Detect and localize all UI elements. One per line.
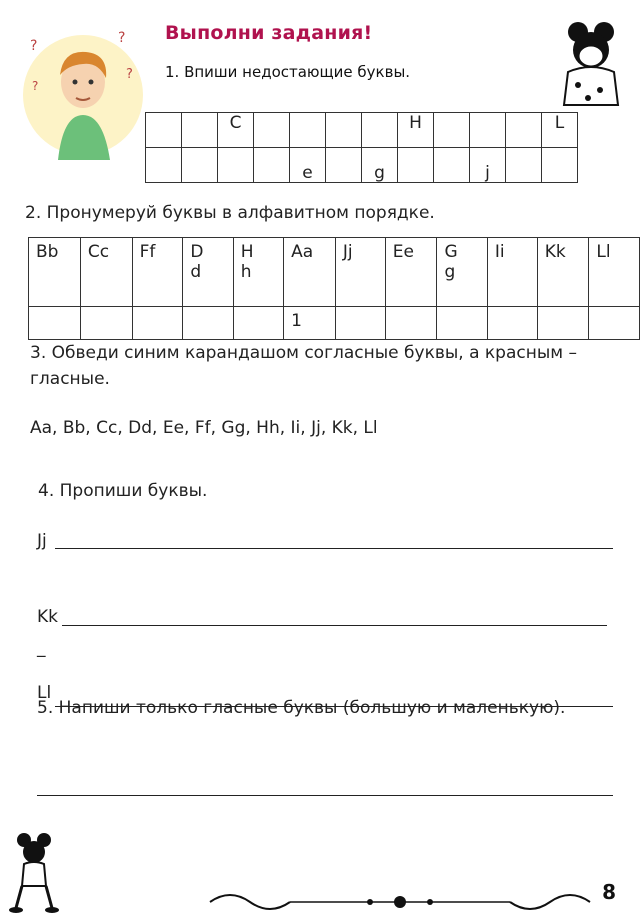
grid1-cell[interactable]	[254, 113, 290, 148]
grid1-cell[interactable]	[506, 113, 542, 148]
grid1-cell[interactable]	[434, 148, 470, 183]
grid1-cell[interactable]	[182, 148, 218, 183]
task4-label: 4. Пропиши буквы.	[38, 481, 208, 501]
grid1-cell[interactable]	[542, 148, 578, 183]
boy-illustration	[18, 20, 148, 160]
grid1-cell[interactable]: L	[542, 113, 578, 148]
writing-line[interactable]	[62, 625, 607, 626]
task3-label: 3. Обведи синим карандашом согласные буквы, а красным – гласные.	[30, 343, 578, 389]
letter-cell: Cc	[80, 238, 132, 307]
grid1-cell[interactable]	[290, 113, 326, 148]
number-cell[interactable]	[385, 307, 437, 340]
letter-cell: Bb	[29, 238, 81, 307]
grid1-cell[interactable]: H	[398, 113, 434, 148]
number-cell[interactable]	[80, 307, 132, 340]
letter-cell: Ee	[385, 238, 437, 307]
number-cell[interactable]	[29, 307, 81, 340]
svg-text:?: ?	[32, 79, 39, 93]
grid1-cell[interactable]	[506, 148, 542, 183]
letter-cell	[183, 238, 233, 307]
grid1-cell[interactable]	[326, 148, 362, 183]
letter-cell: Ii	[487, 238, 537, 307]
grid1-cell[interactable]	[434, 113, 470, 148]
svg-text:?: ?	[118, 30, 126, 46]
letter-lower: d	[190, 262, 202, 282]
letter-upper: D	[190, 242, 204, 262]
grid1-cell[interactable]	[182, 113, 218, 148]
grid1-cell[interactable]	[326, 113, 362, 148]
letter-lower: g	[444, 262, 456, 282]
writing-line-label: Kk	[37, 607, 58, 627]
number-cell[interactable]	[537, 307, 589, 340]
task2-label: 2. Пронумеруй буквы в алфавитном порядке.	[25, 203, 435, 223]
alphabet-order-grid	[28, 237, 640, 340]
writing-line-label: Jj	[37, 531, 47, 551]
number-cell[interactable]	[437, 307, 487, 340]
ornament-divider	[200, 882, 600, 916]
grid1-cell[interactable]: g	[362, 148, 398, 183]
svg-text:?: ?	[126, 67, 133, 82]
number-cell[interactable]	[335, 307, 385, 340]
page-number: 8	[602, 880, 616, 904]
letter-lower: h	[240, 262, 252, 282]
grid1-cell[interactable]: e	[290, 148, 326, 183]
mickey-dancing-illustration	[6, 830, 62, 914]
letter-cell: Kk	[537, 238, 589, 307]
number-cell[interactable]	[183, 307, 233, 340]
letter-cell	[437, 238, 487, 307]
page-title: Выполни задания!	[165, 22, 373, 44]
grid1-cell[interactable]	[362, 113, 398, 148]
missing-letters-grid	[145, 112, 578, 183]
grid1-cell[interactable]	[398, 148, 434, 183]
letter-cell: Ff	[132, 238, 183, 307]
number-cell[interactable]	[589, 307, 640, 340]
writing-line-dash: _	[37, 638, 46, 658]
letter-upper: G	[444, 242, 458, 262]
letter-cell: Aa	[284, 238, 336, 307]
number-cell[interactable]	[233, 307, 283, 340]
task5-label: 5. Напиши только гласные буквы (большую и маленькую).	[37, 698, 566, 718]
letter-cell: Ll	[589, 238, 640, 307]
grid1-cell[interactable]	[146, 148, 182, 183]
writing-line[interactable]	[55, 548, 613, 549]
number-cell[interactable]	[132, 307, 183, 340]
grid1-cell[interactable]: C	[218, 113, 254, 148]
mickey-minnie-illustration	[548, 10, 634, 110]
task1-label: 1. Впиши недостающие буквы.	[165, 63, 411, 81]
grid1-cell[interactable]	[146, 113, 182, 148]
grid1-cell[interactable]: j	[470, 148, 506, 183]
number-cell[interactable]	[487, 307, 537, 340]
grid1-cell[interactable]	[254, 148, 290, 183]
writing-line-label: Ll	[37, 683, 52, 703]
letter-upper: H	[240, 242, 254, 262]
answer-line[interactable]	[37, 795, 613, 796]
letter-cell	[233, 238, 283, 307]
letter-cell: Jj	[335, 238, 385, 307]
svg-text:?: ?	[30, 38, 38, 54]
grid1-cell[interactable]	[470, 113, 506, 148]
task3-letters: Aa, Bb, Cc, Dd, Ee, Ff, Gg, Hh, Ii, Jj, Kk, Ll	[30, 418, 378, 438]
grid1-cell[interactable]	[218, 148, 254, 183]
number-cell[interactable]: 1	[284, 307, 336, 340]
